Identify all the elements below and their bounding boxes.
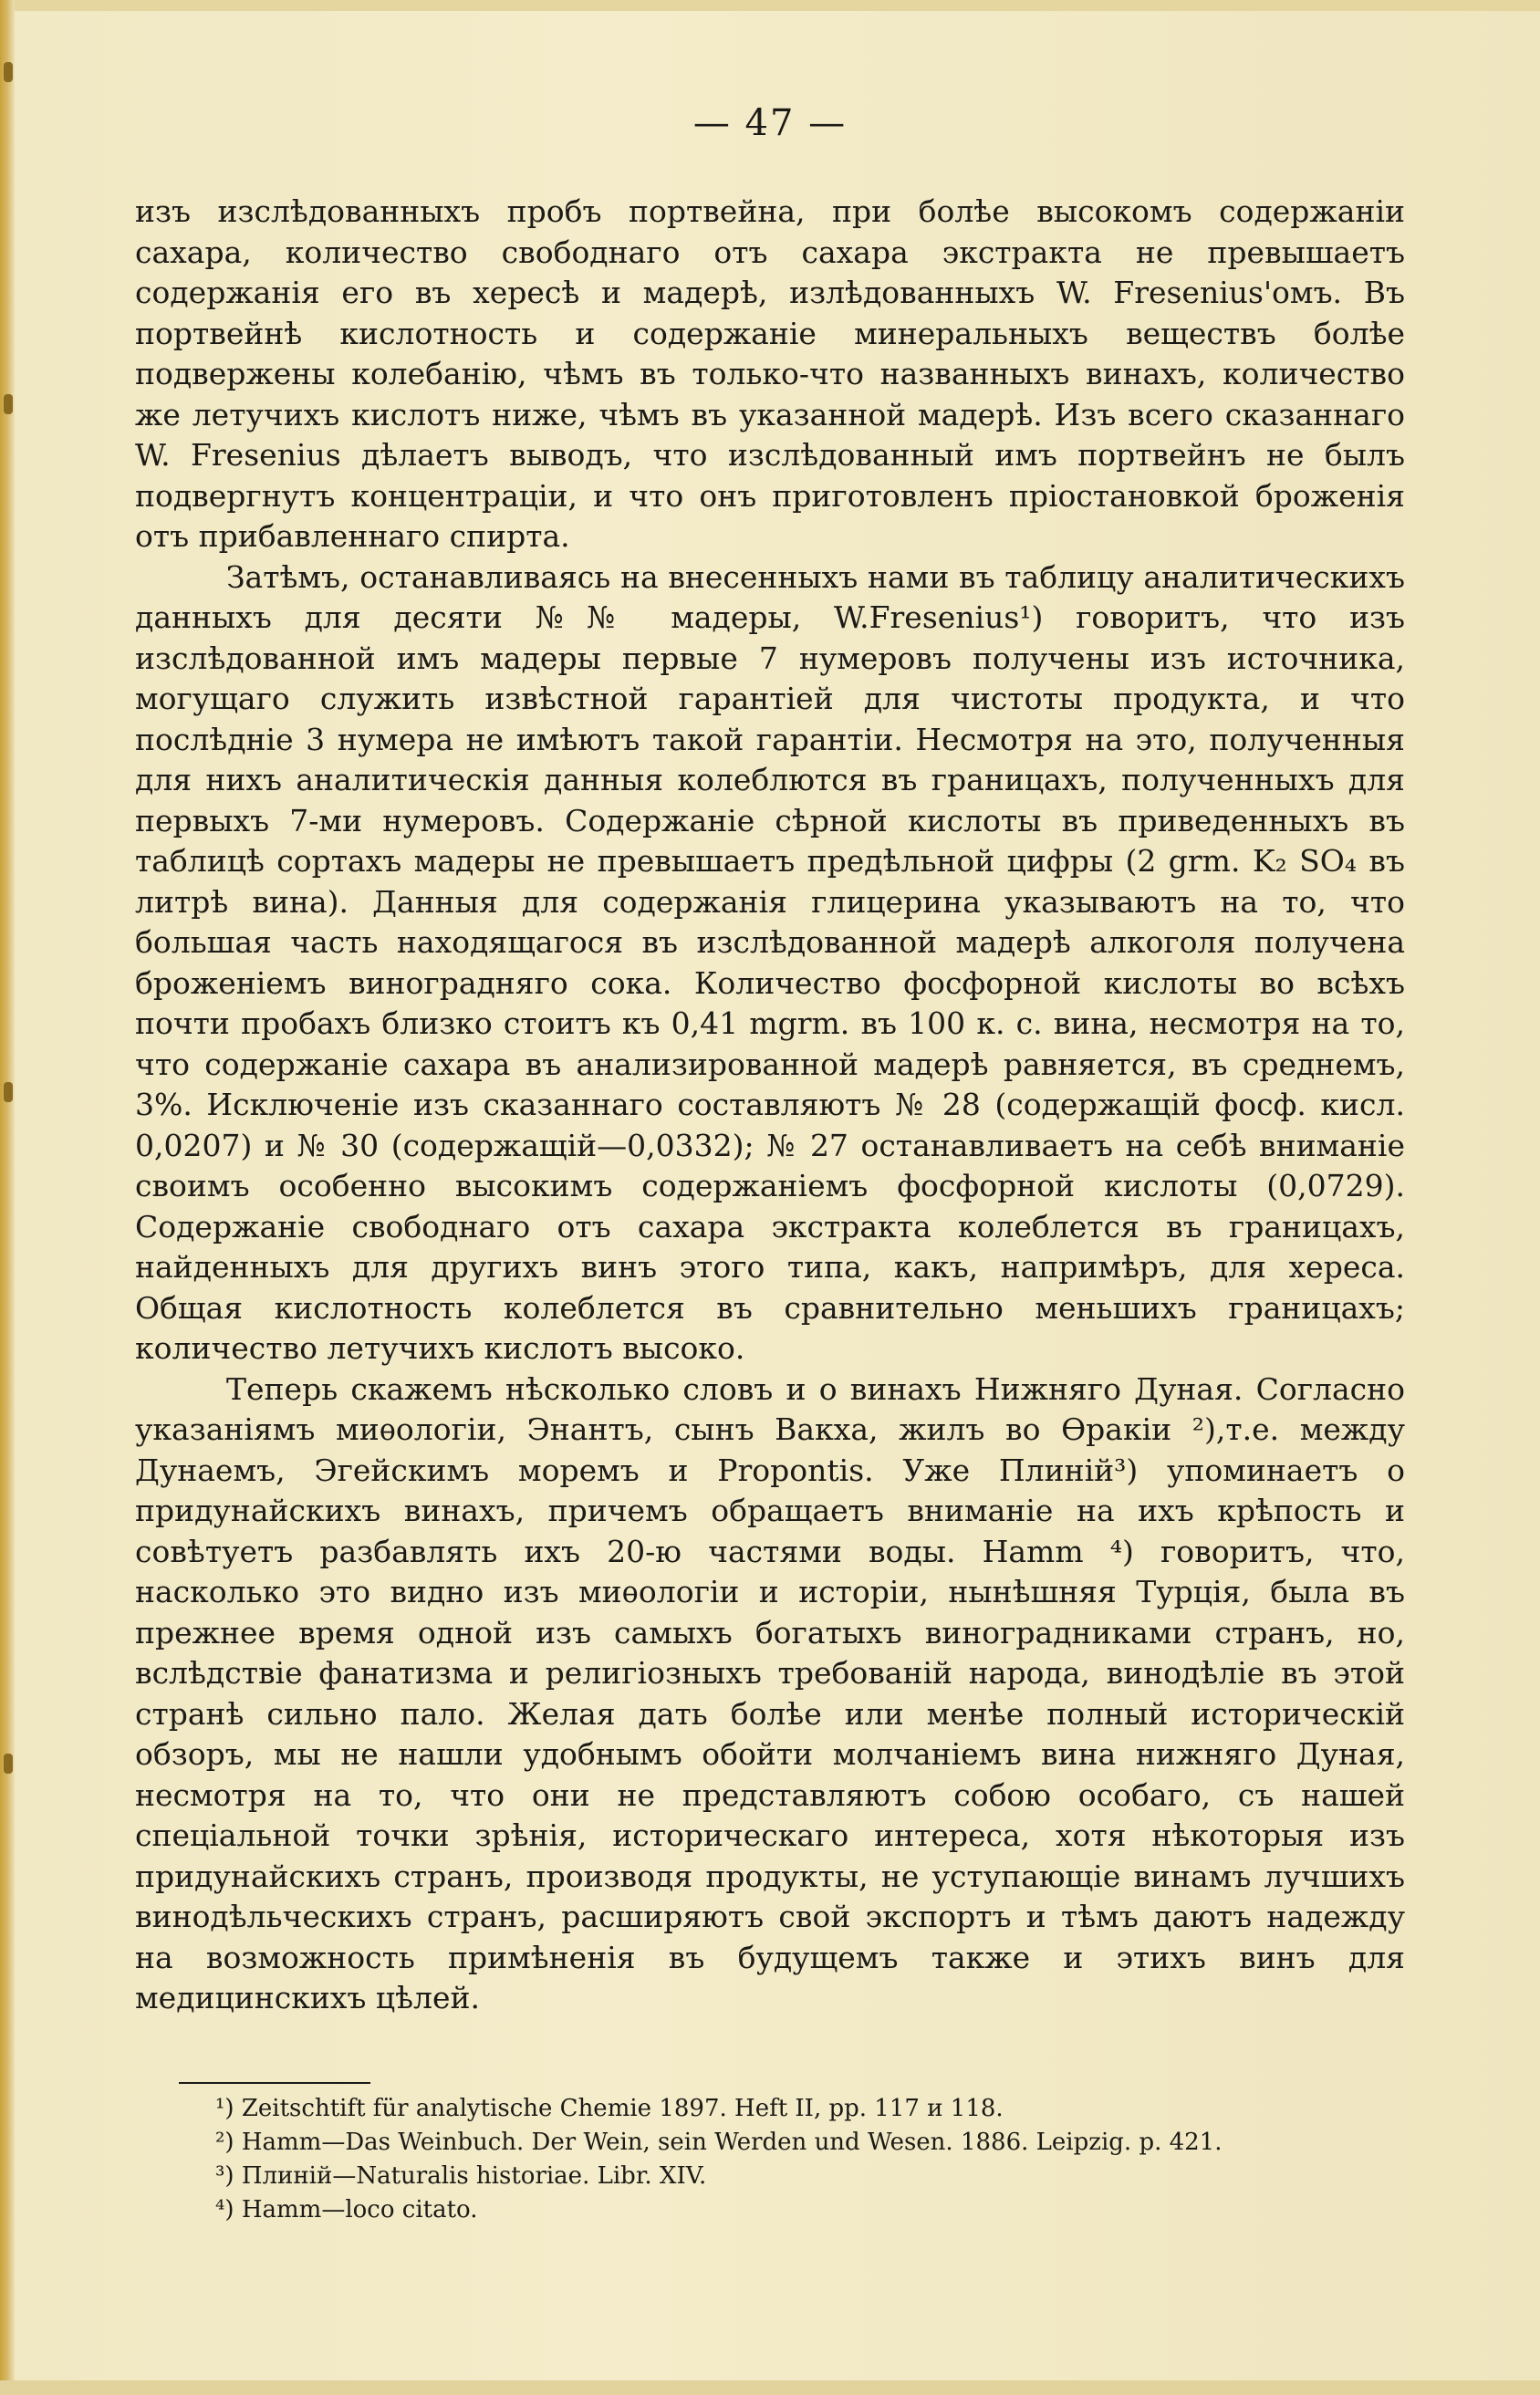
paragraph: Затѣмъ, останавливаясь на внесенныхъ нами въ таблицу аналитическихъ данныхъ для десяти №№ мадеры, W.Fresenius¹) говоритъ, что изъ изслѣдованной имъ мадеры первые 7 нумеровъ получены изъ источника, могущаго служить извѣстной гарантіей для чистоты продукта, и что послѣдніе 3 нумера не имѣютъ такой гарантіи. Несмотря на это, полученныя для нихъ аналитическія данныя колеблются въ границахъ, полученныхъ для первыхъ 7-ми нумеровъ. Содержаніе сѣрной кислоты въ приведенныхъ въ таблицѣ сортахъ мадеры не превышаетъ предѣльной цифры (2 grm. K₂ SO₄ въ литрѣ вина). Данныя для содержанія глицерина указываютъ на то, что большая часть находящагося въ изслѣдованной мадерѣ алкоголя получена броженіемъ виноградняго сока. Количество фосфорной кислоты во всѣхъ почти пробахъ близко стоитъ къ 0,41 mgrm. въ 100 к. с. вина, несмотря на то, что содержаніе сахара въ анализированной мадерѣ равняется, въ среднемъ, 3%. Исключеніе изъ сказаннаго составляютъ № 28 (содержащій фосф. кисл. 0,0207) и № 30 (содержащій—0,0332); № 27 останавливаетъ на себѣ вниманіе своимъ особенно высокимъ содержаніемъ фосфорной кислоты (0,0729). Содержаніе свободнаго отъ сахара экстракта колеблется въ границахъ, найденныхъ для другихъ винъ этого типа, какъ, напримѣръ, для хереса. Общая кислотность колеблется въ сравнительно меньшихъ границахъ; количество летучихъ кислотъ высоко.	[135, 558, 1405, 1366]
binding-pin	[4, 62, 13, 82]
footnote: ⁴) Hamm—loco citato.	[215, 2196, 478, 2223]
page-number: — 47 —	[692, 102, 848, 144]
footnote: ³) Плиній—Naturalis historiae. Libr. XIV.	[215, 2162, 707, 2190]
paper-left-edge	[0, 0, 15, 2395]
paragraph: Теперь скажемъ нѣсколько словъ и о винахъ Нижняго Дуная. Согласно указаніямъ миѳологіи, Энантъ, сынъ Вакха, жилъ во Ѳракіи ²),т.е. между Дунаемъ, Эгейскимъ моремъ и Propontis. Уже Плиній³) упоминаетъ о придунайскихъ винахъ, причемъ обращаетъ вниманіе на ихъ крѣпость и совѣтуетъ разбавлять ихъ 20-ю частями воды. Hamm ⁴) говоритъ, что, насколько это видно изъ миѳологіи и исторіи, нынѣшняя Турція, была въ прежнее время одной изъ самыхъ богатыхъ виноградниками странъ, но, вслѣдствіе фанатизма и религіозныхъ требованій народа, винодѣліе въ этой странѣ сильно пало. Желая дать болѣе или менѣе полный историческій обзоръ, мы не нашли удобнымъ обойти молчаніемъ вина нижняго Дуная, несмотря на то, что они не представляютъ собою особаго, съ нашей спеціальной точки зрѣнія, историческаго интереса, хотя нѣкоторыя изъ придунайскихъ странъ, производя продукты, не уступающіе винамъ лучшихъ винодѣльческихъ странъ, расширяютъ свой экспортъ и тѣмъ даютъ надежду на возможность примѣненія въ будущемъ также и этихъ винъ для медицинскихъ цѣлей.	[135, 1370, 1405, 2015]
binding-pin	[4, 1754, 13, 1774]
binding-pin	[4, 1082, 13, 1102]
paragraph: изъ изслѣдованныхъ пробъ портвейна, при болѣе высокомъ содержаніи сахара, количество свободнаго отъ сахара экстракта не превышаетъ содержанія его въ хересѣ и мадерѣ, излѣдованныхъ W. Fresenius'омъ. Въ портвейнѣ кислотность и содержаніе минеральныхъ веществъ болѣе подвержены колебанію, чѣмъ въ только-что названныхъ винахъ, количество же летучихъ кислотъ ниже, чѣмъ въ указанной мадерѣ. Изъ всего сказаннаго W. Fresenius дѣлаетъ выводъ, что изслѣдованный имъ портвейнъ не былъ подвергнутъ концентраціи, и что онъ приготовленъ пріостановкой броженія отъ прибавленнаго спирта.	[135, 193, 1405, 554]
body-text	[135, 192, 1405, 2019]
footnotes	[135, 2092, 1405, 2227]
footnote-divider	[179, 2082, 370, 2084]
footnote: ²) Hamm—Das Weinbuch. Der Wein, sein Werden und Wesen. 1886. Leipzig. p. 421.	[215, 2129, 1223, 2156]
binding-pin	[4, 394, 13, 414]
footnote: ¹) Zeitschtift für analytische Chemie 1897. Heft II, pp. 117 и 118.	[215, 2095, 1004, 2122]
paper-top-edge	[0, 0, 1540, 11]
paper-bottom-edge	[0, 2380, 1540, 2395]
